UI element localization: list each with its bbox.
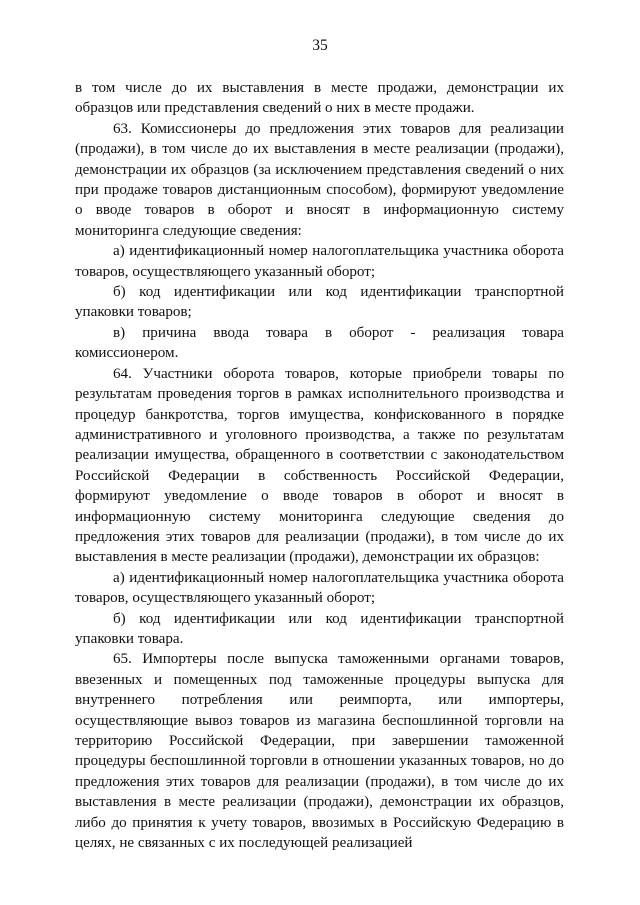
- paragraph-item-63: 63. Комиссионеры до предложения этих товаров для реализации (продажи), в том числе до их выставления в месте реализации (продажи), демонстрации их образцов (за исключением представления сведений о них при продаже товаров дистанционным способом), формируют уведомление о вводе товаров в оборот и вносят в информационную систему мониторинга следующие сведения:: [75, 120, 564, 239]
- page-number: 35: [312, 37, 328, 54]
- paragraph-item-65: 65. Импортеры после выпуска таможенными органами товаров, ввезенных и помещенных под таможенные процедуры выпуска для внутреннего потребления или реимпорта, или импортеры, осуществляющие вывоз товаров из магазина беспошлинной торговли на территорию Российской Федерации, при завершении таможенной процедуры беспошлинной торговли в отношении указанных товаров, но до предложения этих товаров для реализации (продажи), в том числе до их выставления в месте реализации (продажи), демонстрации их образцов, либо до принятия к учету товаров, ввозимых в Российскую Федерацию в целях, не связанных с их последующей реализацией: [75, 651, 564, 852]
- document-body: [75, 78, 564, 853]
- paragraph-63-subitem-a: а) идентификационный номер налогоплательщика участника оборота товаров, осуществляющего указанный оборот;: [75, 243, 564, 280]
- paragraph-63-subitem-v: в) причина ввода товара в оборот - реализация товара комиссионером.: [75, 324, 564, 362]
- paragraph-63-subitem-b: б) код идентификации или код идентификации транспортной упаковки товаров;: [75, 284, 564, 321]
- paragraph-continuation: в том числе до их выставления в месте продажи, демонстрации их образцов или представления сведений о них в месте продажи.: [75, 80, 564, 117]
- paragraph-item-64: 64. Участники оборота товаров, которые приобрели товары по результатам проведения торгов в рамках исполнительного производства и процедур банкротства, торгов имущества, конфискованного в порядке административного и уголовного производства, а также по результатам реализации имущества, обращенного в соответствии с законодательством Российской Федерации в собственность Российской Федерации, формируют уведомление о вводе товаров в оборот и вносят в информационную систему мониторинга следующие сведения до предложения этих товаров для реализации (продажи), в том числе до их выставления в месте реализации (продажи), демонстрации их образцов:: [75, 365, 564, 566]
- paragraph-64-subitem-a: а) идентификационный номер налогоплательщика участника оборота товаров, осуществляющего указанный оборот;: [75, 569, 564, 607]
- paragraph-64-subitem-b: б) код идентификации или код идентификации транспортной упаковки товара.: [75, 610, 564, 647]
